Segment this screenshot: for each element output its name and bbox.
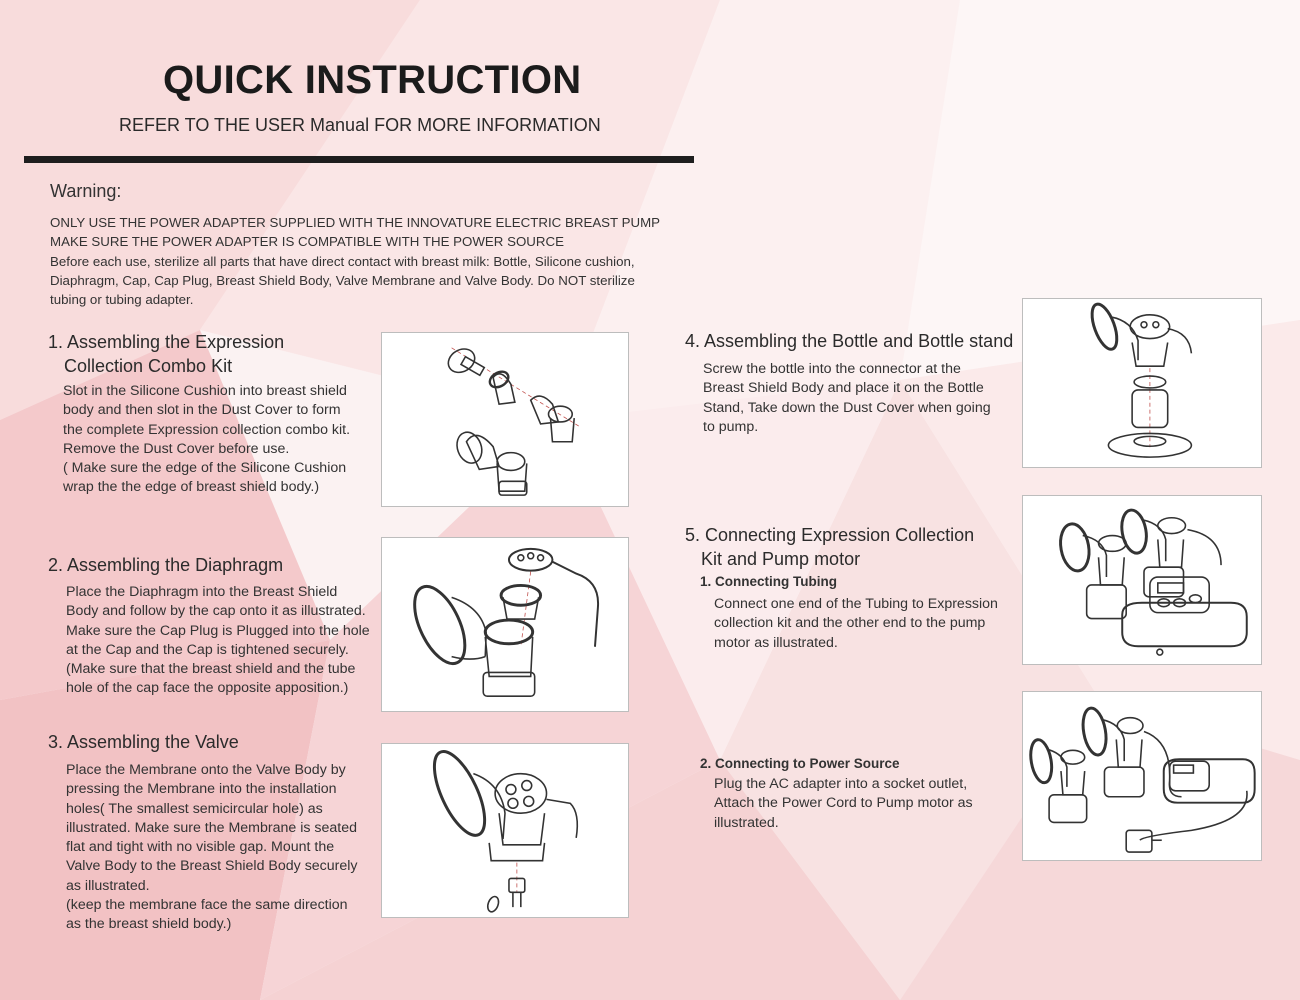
text-line: illustrated. [714, 814, 779, 831]
step-1-text [714, 595, 1014, 653]
header-divider [24, 156, 694, 163]
warning-line: MAKE SURE THE POWER ADAPTER IS COMPATIBLE WITH THE POWER SOURCE [50, 234, 564, 250]
text-line: body and then slot in the Dust Cover to form [63, 402, 341, 419]
text-line: (keep the membrane face the same direction [66, 897, 348, 914]
text-line: Body and follow by the cap onto it as illustrated. [66, 603, 366, 620]
text-line: the complete Expression collection combo kit. [63, 421, 351, 438]
text-line: (Make sure that the breast shield and the tube [66, 661, 356, 678]
section-5-heading [685, 523, 974, 571]
text-line: Slot in the Silicone Cushion into breast shield [63, 383, 347, 399]
text-line: ( Make sure the edge of the Silicone Cushion [63, 460, 347, 477]
section-1-heading-line: 1. Assembling the Expression [48, 332, 285, 352]
warning-line: Before each use, sterilize all parts that have direct contact with breast milk: Bottle, Silicone cushion, [50, 253, 635, 269]
page-title: QUICK INSTRUCTION [163, 58, 582, 102]
section-4-text [703, 360, 1003, 437]
section-1-heading [48, 330, 284, 378]
text-line: illustrated. Make sure the Membrane is seated [66, 819, 357, 836]
step-1-title: 1. Connecting Tubing [700, 574, 837, 589]
warning-line: ONLY USE THE POWER ADAPTER SUPPLIED WITH THE INNOVATURE ELECTRIC BREAST PUMP [50, 215, 661, 230]
combo-kit-illustration [381, 332, 629, 507]
text-line: Plug the AC adapter into a socket outlet, [714, 776, 968, 792]
valve-illustration [381, 743, 629, 918]
text-line: Place the Diaphragm into the Breast Shield [66, 584, 338, 600]
text-line: Place the Membrane onto the Valve Body by [66, 762, 346, 778]
text-line: Connect one end of the Tubing to Expression [714, 596, 998, 612]
section-4-heading-line: 4. Assembling the Bottle and Bottle stand [685, 331, 1014, 351]
section-2-heading-line: 2. Assembling the Diaphragm [48, 555, 284, 575]
step-2-title: 2. Connecting to Power Source [700, 756, 900, 771]
section-5-heading-line: 5. Connecting Expression Collection [685, 525, 975, 545]
warning-line: Diaphragm, Cap, Cap Plug, Breast Shield Body, Valve Membrane and Valve Body. Do NOT sterilize [50, 272, 635, 288]
text-line: Attach the Power Cord to Pump motor as [714, 795, 973, 812]
text-line: collection kit and the other end to the pump [714, 615, 986, 632]
tubing-connection-illustration [1022, 495, 1262, 665]
text-line: motor as illustrated. [714, 634, 838, 651]
section-2-text [66, 583, 378, 699]
section-1-text [63, 382, 373, 498]
text-line: pressing the Membrane into the installation [66, 781, 337, 798]
warning-heading: Warning: [50, 181, 122, 201]
text-line: to pump. [703, 418, 759, 435]
text-line: Stand, Take down the Dust Cover when going [703, 399, 991, 416]
text-line: hole of the cap face the opposite apposition.) [66, 680, 349, 697]
text-line: at the Cap and the Cap is tightened securely. [66, 641, 349, 658]
text-line: flat and tight with no visible gap. Mount the [66, 839, 335, 856]
text-line: holes( The smallest semicircular hole) as [66, 800, 323, 817]
text-line: Valve Body to the Breast Shield Body securely [66, 858, 358, 875]
page-subtitle: REFER TO THE USER Manual FOR MORE INFORMATION [119, 115, 601, 135]
warning-line: tubing or tubing adapter. [50, 292, 194, 308]
step-2-text [714, 775, 1014, 833]
section-5-heading-line: Kit and Pump motor [701, 549, 861, 569]
section-3-heading [48, 730, 239, 754]
text-line: as the breast shield body.) [66, 916, 232, 933]
section-3-text [66, 761, 376, 935]
bottle-stand-illustration [1022, 298, 1262, 468]
text-line: wrap the the edge of breast shield body.) [63, 479, 320, 496]
diaphragm-illustration [381, 537, 629, 712]
section-1-heading-line: Collection Combo Kit [64, 356, 233, 376]
warning-text [50, 213, 690, 309]
section-4-heading [685, 329, 1013, 353]
power-source-illustration [1022, 691, 1262, 861]
text-line: Make sure the Cap Plug is Plugged into the hole [66, 622, 370, 639]
section-3-heading-line: 3. Assembling the Valve [48, 732, 239, 752]
section-2-heading [48, 553, 283, 577]
text-line: Breast Shield Body and place it on the Bottle [703, 380, 984, 397]
text-line: Screw the bottle into the connector at the [703, 361, 961, 377]
text-line: Remove the Dust Cover before use. [63, 440, 290, 457]
text-line: as illustrated. [66, 877, 150, 894]
